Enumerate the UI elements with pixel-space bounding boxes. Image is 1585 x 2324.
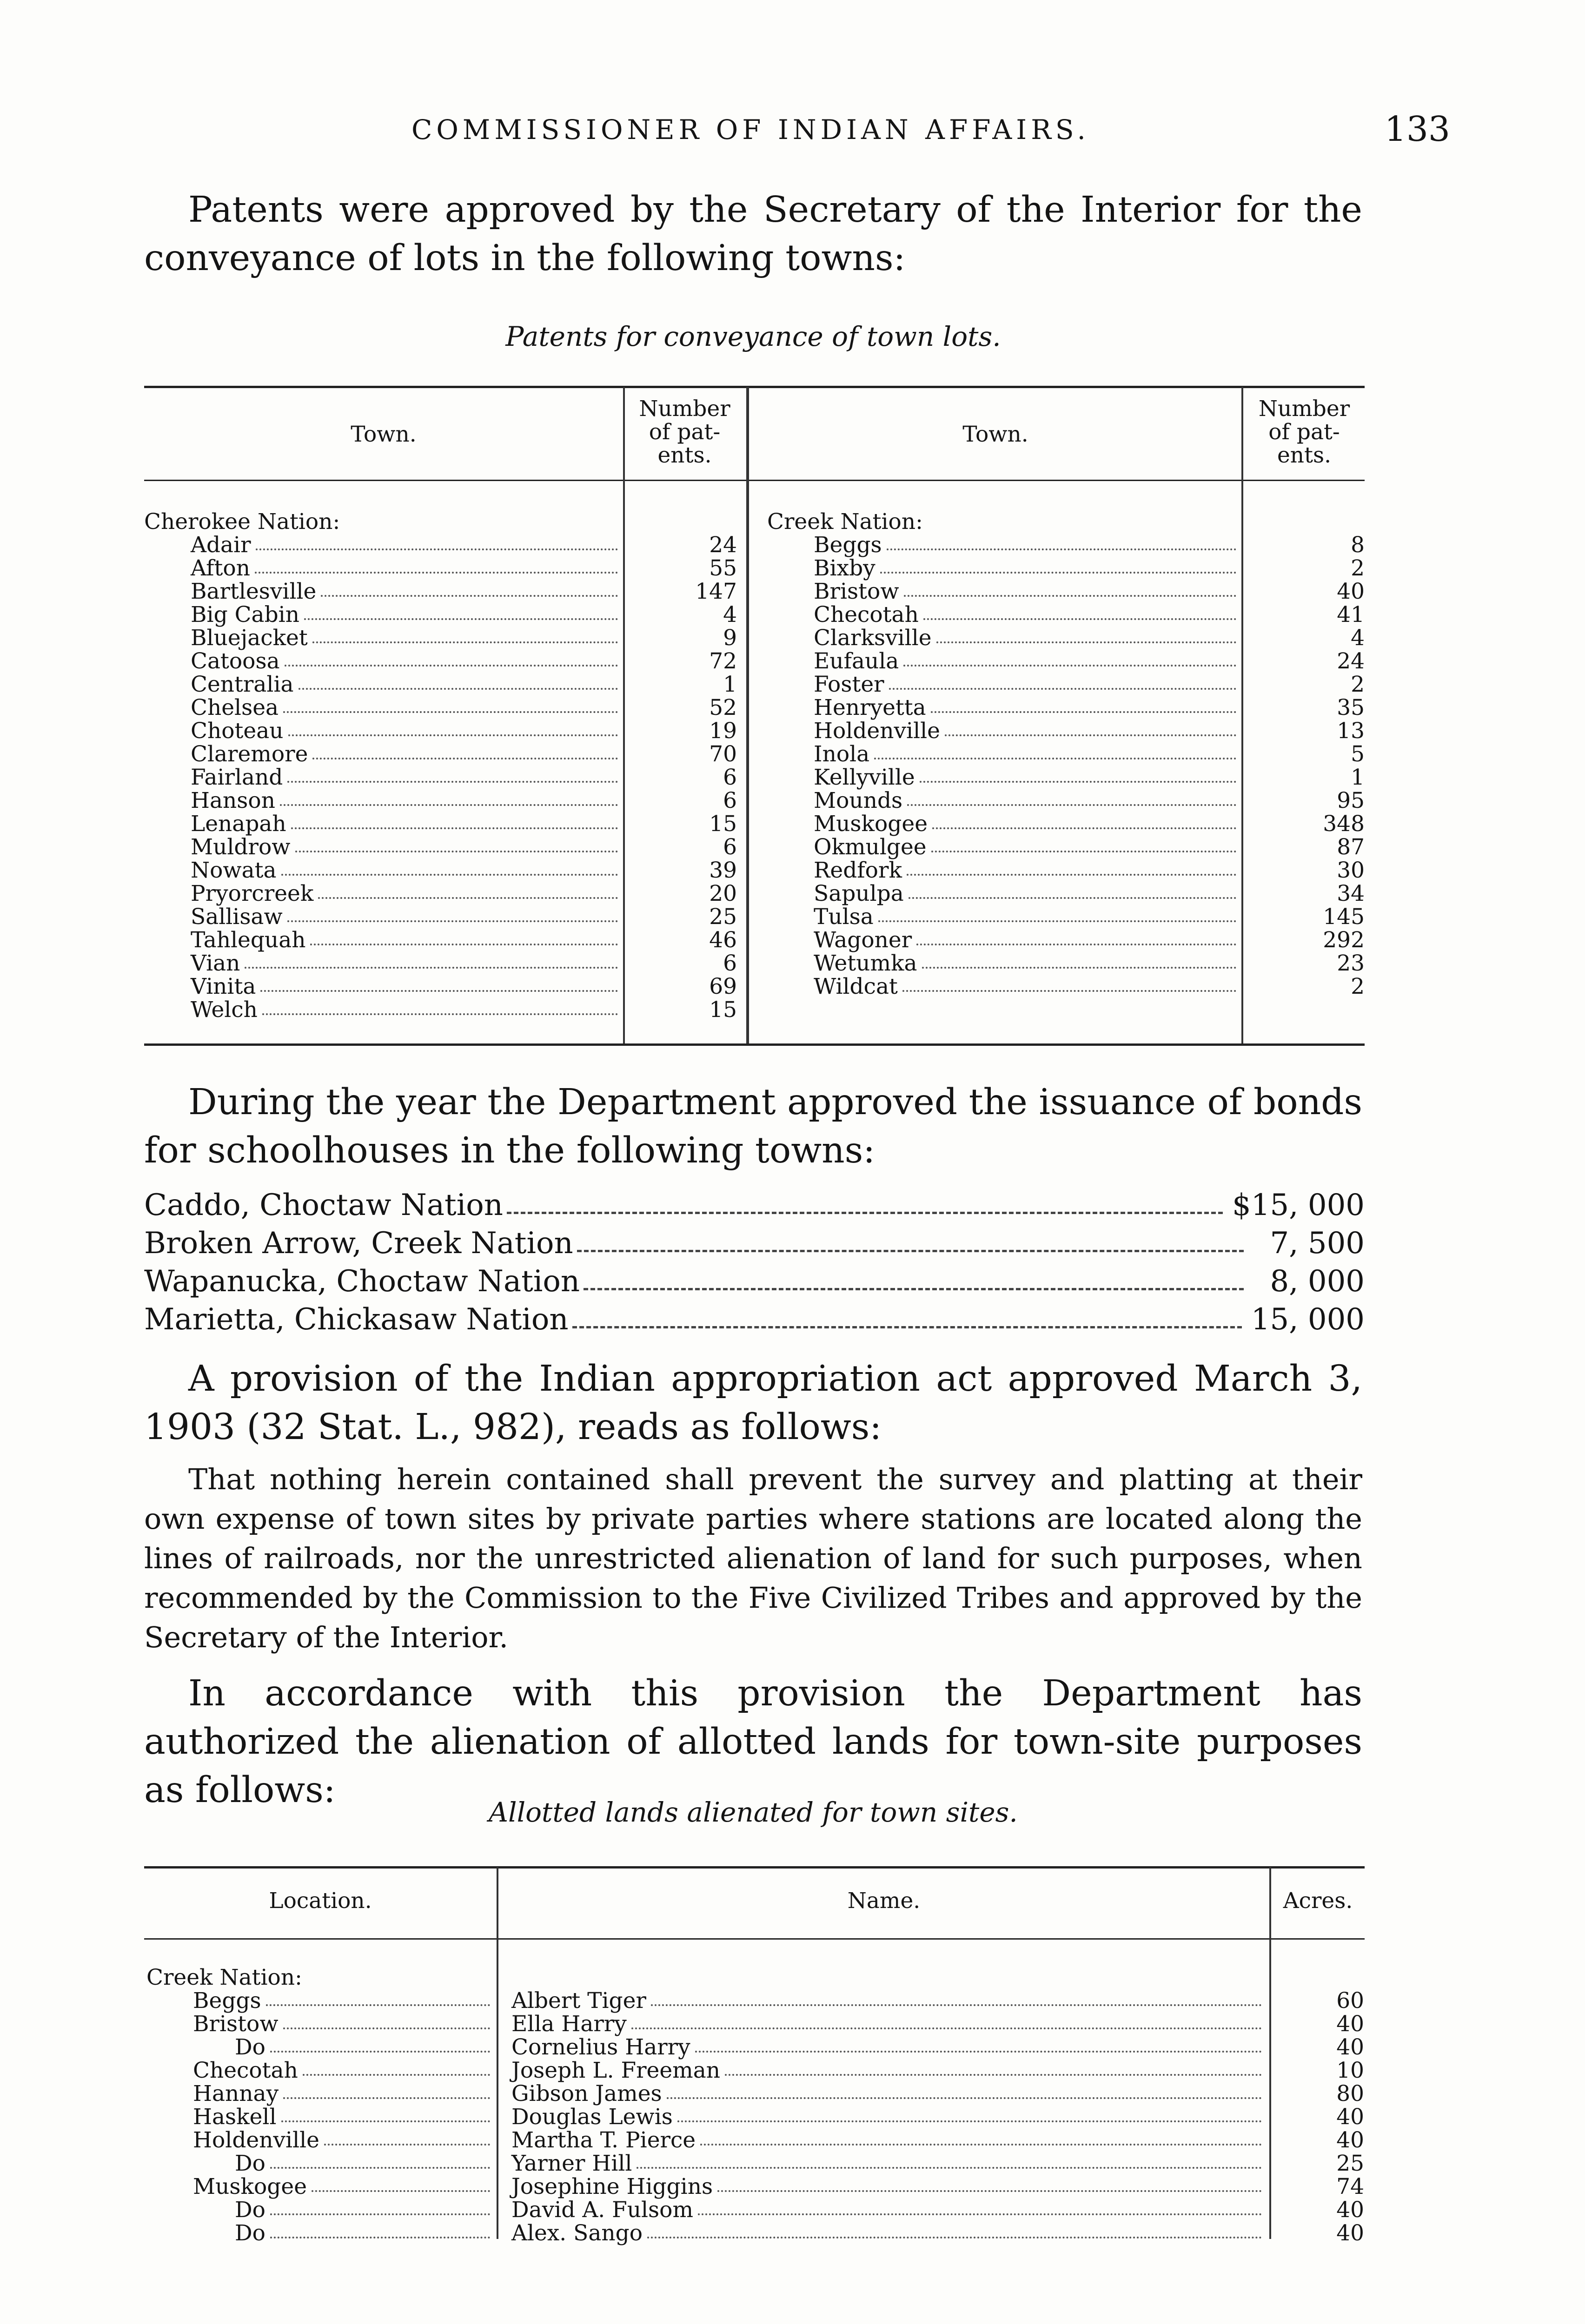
dot-leader [717,2175,1262,2192]
dot-leader [270,2036,490,2053]
town-row-label: Clarksville [814,625,932,651]
location-row [146,1989,493,2013]
name-row [511,2106,1265,2129]
dot-leader [889,673,1236,690]
town-row-label: Chelsea [191,695,279,720]
town-row-label: Claremore [191,741,308,767]
town-row-label: Bixby [814,555,875,581]
dot-leader [285,650,618,667]
location-row-label: Beggs [193,1988,261,2014]
town-row [144,905,621,929]
patent-count: 41 [1337,602,1365,627]
location-row [146,2199,493,2222]
town-row [144,766,621,789]
patent-count: 8 [1351,532,1365,558]
town-row [144,952,621,975]
town-row-label: Wagoner [814,927,912,953]
town-row [144,673,621,696]
town-row [144,836,621,859]
town-row-label: Wetumka [814,951,917,976]
dot-leader [310,929,618,945]
name-row [511,2199,1265,2222]
name-row [511,2059,1265,2082]
town-row-label: Choteau [191,718,284,744]
table-divider [623,387,625,1043]
town-row [144,929,621,952]
patent-count: 34 [1337,881,1365,906]
patent-count: 292 [1323,927,1365,953]
patent-count: 145 [1323,904,1365,930]
town-row-label: Catoosa [191,648,280,674]
town-row-label: Pryorcreek [191,881,314,906]
dot-leader [291,812,618,829]
patent-count: 24 [1337,648,1365,674]
acres-column [1271,1989,1364,2245]
acres-value: 40 [1336,2034,1364,2060]
town-row [144,812,621,836]
dot-leader [695,2036,1262,2053]
table-top-rule [144,386,1365,388]
location-row [146,2222,493,2245]
creek-count-column [1244,534,1365,998]
accordance-paragraph: In accordance with this provision the Department has authorized the alienation of allotted lands for town-site purposes as follows: [144,1673,1362,1811]
name-column [511,1989,1265,2245]
town-row [144,534,621,557]
patent-count: 23 [1337,951,1365,976]
name-row-label: Martha T. Pierce [511,2127,696,2153]
location-row [146,2129,493,2152]
dot-leader [283,2082,490,2099]
group-heading-creek: Creek Nation: [767,509,923,535]
dot-leader [283,2013,490,2029]
dot-leader [287,766,618,783]
patent-count: 348 [1323,811,1365,837]
dot-leader [288,720,618,736]
dot-leader [270,2222,490,2238]
dot-leader [923,603,1236,620]
town-row [767,743,1239,766]
bond-row [144,1224,1365,1262]
location-row-label: Do [235,2220,265,2246]
patents-table-caption: Patents for conveyance of town lots. [505,321,1001,352]
patent-count: 2 [1351,672,1365,697]
dot-leader [931,696,1236,713]
town-row [767,720,1239,743]
town-row-label: Checotah [814,602,919,627]
acres-value: 40 [1336,2127,1364,2153]
patent-count: 30 [1337,858,1365,883]
town-row [144,603,621,627]
table-divider [1241,387,1243,1043]
dot-leader [283,696,618,713]
patent-count: 4 [1351,625,1365,651]
dot-leader [677,2106,1262,2122]
dot-leader [936,627,1236,643]
town-row [767,812,1239,836]
town-row-label: Vinita [191,974,256,999]
dot-leader [667,2082,1262,2099]
location-row [146,2082,493,2106]
location-row [146,2059,493,2082]
name-row [511,2036,1265,2059]
dot-leader [922,952,1236,969]
patent-count: 147 [695,579,737,604]
patent-count: 4 [723,602,737,627]
acres-value: 60 [1336,1988,1364,2014]
town-row-label: Inola [814,741,870,767]
name-row [511,2175,1265,2199]
dot-leader [651,1989,1262,2006]
town-row [144,743,621,766]
patent-count: 69 [709,974,737,999]
dot-leader [245,952,618,969]
town-row-label: Bartlesville [191,579,317,604]
town-row [767,859,1239,882]
location-row-label: Checotah [193,2058,298,2083]
acres-value: 80 [1336,2081,1364,2106]
location-row-label: Hannay [193,2081,279,2106]
dot-leader [637,2152,1262,2169]
patent-count: 5 [1351,741,1365,767]
acres-value: 40 [1336,2220,1364,2246]
patent-count: 55 [709,555,737,581]
name-row [511,2013,1265,2036]
page-number: 133 [1384,109,1450,149]
bond-place: Caddo, Choctaw Nation [144,1188,503,1222]
acres-value: 40 [1336,2197,1364,2223]
dot-leader [647,2222,1262,2238]
name-row-label: Yarner Hill [511,2151,632,2176]
bond-row [144,1262,1365,1301]
town-row [144,627,621,650]
town-row-label: Foster [814,672,884,697]
patent-count: 15 [709,811,737,837]
town-row [144,580,621,603]
patent-count: 70 [709,741,737,767]
dot-leader [312,2175,490,2192]
town-row [767,836,1239,859]
dash-leader [584,1262,1244,1290]
town-row [144,882,621,905]
location-row-label: Bristow [193,2011,279,2037]
town-row [767,905,1239,929]
dot-leader [295,836,618,852]
dash-leader [507,1186,1223,1214]
dot-leader [256,534,618,550]
header-acres: Acres. [1283,1888,1353,1914]
dot-leader [281,2106,491,2122]
town-row-label: Fairland [191,765,283,790]
table-divider [497,1867,498,2239]
name-row-label: Ella Harry [511,2011,627,2037]
town-row-label: Kellyville [814,765,915,790]
patent-count: 6 [723,765,737,790]
table-divider [746,387,749,1043]
location-row-label: Do [235,2034,265,2060]
dot-leader [281,859,618,876]
dot-leader [304,603,618,620]
name-row-label: Cornelius Harry [511,2034,690,2060]
town-row-label: Tulsa [814,904,874,930]
location-column [146,1966,493,2245]
dot-leader [932,812,1236,829]
dot-leader [270,2152,490,2169]
table-top-rule [144,1866,1365,1868]
name-row [511,2152,1265,2175]
town-row-label: Bristow [814,579,899,604]
dot-leader [266,1989,490,2006]
patent-count: 1 [723,672,737,697]
dot-leader [270,2199,490,2215]
dot-leader [260,975,618,992]
town-row-label: Redfork [814,858,902,883]
town-row-label: Henryetta [814,695,926,720]
town-row [767,603,1239,627]
town-row-label: Bluejacket [191,625,308,651]
patent-count: 9 [723,625,737,651]
town-row-label: Muskogee [814,811,928,837]
bond-amount: 7, 500 [1270,1226,1365,1261]
dash-leader [577,1224,1244,1252]
dot-leader [931,836,1236,852]
bond-amount: $15, 000 [1232,1188,1365,1222]
cherokee-count-column [625,534,737,1022]
dot-leader [878,905,1236,922]
patent-count: 6 [723,834,737,860]
town-row-label: Adair [191,532,251,558]
patent-count: 39 [709,858,737,883]
dash-leader [572,1301,1242,1328]
town-row-label: Beggs [814,532,882,558]
dot-leader [631,2013,1262,2029]
dot-leader [920,766,1236,783]
patent-count: 1 [1351,765,1365,790]
location-row-label: Do [235,2197,265,2223]
town-row-label: Nowata [191,858,277,883]
alienated-table-caption: Allotted lands alienated for town sites. [489,1796,1018,1828]
patent-count: 2 [1351,974,1365,999]
name-row [511,2222,1265,2245]
dot-leader [280,789,618,806]
bond-row [144,1301,1365,1339]
town-row [144,998,621,1022]
acres-value: 40 [1336,2011,1364,2037]
running-header-title: COMMISSIONER OF INDIAN AFFAIRS. [411,114,1090,145]
bond-place: Broken Arrow, Creek Nation [144,1226,573,1261]
group-heading-creek: Creek Nation: [146,1965,302,1990]
town-row-label: Vian [191,951,240,976]
town-row [767,696,1239,720]
table-bottom-rule [144,1043,1365,1046]
town-row [144,696,621,720]
patent-count: 24 [709,532,737,558]
name-row-label: Douglas Lewis [511,2104,673,2130]
location-row [146,2106,493,2129]
town-row [767,580,1239,603]
intro-paragraph: Patents were approved by the Secretary of the Interior for the conveyance of lots in the following towns: [144,189,1362,279]
patent-count: 25 [709,904,737,930]
dot-leader [725,2059,1262,2076]
dot-leader [324,2129,490,2146]
patent-count: 87 [1337,834,1365,860]
patent-count: 20 [709,881,737,906]
town-row-label: Big Cabin [191,602,299,627]
patent-count: 40 [1337,579,1365,604]
town-row [767,673,1239,696]
name-row-label: Gibson James [511,2081,662,2106]
dot-leader [945,720,1236,736]
patent-count: 6 [723,788,737,813]
town-row [767,789,1239,812]
name-row-label: Josephine Higgins [511,2174,713,2199]
location-row [146,2152,493,2175]
patent-count: 95 [1337,788,1365,813]
dot-leader [318,882,618,899]
town-row-label: Lenapah [191,811,286,837]
dot-leader [874,743,1236,759]
dot-leader [916,929,1236,945]
town-row-label: Welch [191,997,258,1023]
dot-leader [909,882,1236,899]
town-row [767,929,1239,952]
location-row [146,2175,493,2199]
header-location: Location. [269,1888,372,1914]
town-row-label: Wildcat [814,974,898,999]
group-heading-cherokee: Cherokee Nation: [144,509,340,535]
town-row-label: Eufaula [814,648,899,674]
header-name: Name. [847,1888,921,1914]
town-row [144,557,621,580]
town-row [144,975,621,998]
dot-leader [907,789,1236,806]
town-row [767,975,1239,998]
dot-leader [907,859,1236,876]
town-row [767,882,1239,905]
bond-row [144,1186,1365,1224]
dot-leader [312,743,618,759]
location-row-label: Do [235,2151,265,2176]
table-header-rule [144,480,1365,481]
town-row-label: Holdenville [814,718,940,744]
name-row-label: David A. Fulsom [511,2197,694,2223]
town-row [767,627,1239,650]
town-row-label: Sallisaw [191,904,283,930]
town-row-label: Afton [191,555,250,581]
town-row [767,557,1239,580]
name-row [511,1989,1265,2013]
town-row-label: Muldrow [191,834,291,860]
dot-leader [312,627,618,643]
bonds-paragraph: During the year the Department approved the issuance of bonds for schoolhouses in the following towns: [144,1082,1362,1171]
acres-value: 25 [1336,2151,1364,2176]
table-header-rule [144,1938,1365,1940]
patent-count: 6 [723,951,737,976]
name-row [511,2082,1265,2106]
name-row [511,2129,1265,2152]
dot-leader [904,580,1236,597]
town-row-label: Mounds [814,788,903,813]
dot-leader [902,975,1236,992]
dot-leader [303,2059,490,2076]
town-row [767,650,1239,673]
location-row-label: Muskogee [193,2174,307,2199]
patent-count: 15 [709,997,737,1023]
creek-town-list [767,510,1239,998]
dot-leader [255,557,618,574]
dot-leader [298,673,618,690]
location-row-label: Haskell [193,2104,277,2130]
dot-leader [887,534,1236,550]
acres-value: 10 [1336,2058,1364,2083]
town-row-label: Centralia [191,672,294,697]
location-row [146,2013,493,2036]
dot-leader [321,580,618,597]
town-row [767,766,1239,789]
header-town-left: Town. [351,422,417,447]
running-header [144,109,1450,156]
town-row [144,789,621,812]
town-row-label: Tahlequah [191,927,306,953]
name-row-label: Joseph L. Freeman [511,2058,721,2083]
town-row-label: Sapulpa [814,881,904,906]
patent-count: 13 [1337,718,1365,744]
bond-amount: 15, 000 [1251,1302,1365,1337]
town-row-label: Hanson [191,788,275,813]
dot-leader [903,650,1236,667]
town-row [144,650,621,673]
town-row [767,534,1239,557]
cherokee-town-list [144,510,621,1022]
header-town-right: Town. [962,422,1028,447]
town-row [144,859,621,882]
header-number-left: Number of pat- ents. [639,396,730,468]
bond-place: Wapanucka, Choctaw Nation [144,1264,580,1299]
dot-leader [262,998,618,1015]
dot-leader [880,557,1236,574]
provision-paragraph: A provision of the Indian appropriation act approved March 3, 1903 (32 Stat. L., 982), reads as follows: [144,1358,1362,1448]
patent-count: 72 [709,648,737,674]
bond-place: Marietta, Chickasaw Nation [144,1302,569,1337]
town-row [144,720,621,743]
patent-count: 19 [709,718,737,744]
name-row-label: Alex. Sango [511,2220,643,2246]
town-row-label: Okmulgee [814,834,927,860]
acres-value: 74 [1336,2174,1364,2199]
header-number-right: Number of pat- ents. [1258,396,1350,468]
provision-quote: That nothing herein contained shall prevent the survey and platting at their own expense of town sites by private parties where stations are located along the lines of railroads, nor the unrestricted alienation of land for such purposes, when recommended by the Commission to the Five Civilized Tribes and approved by the Secretary of the Interior. [144,1462,1362,1654]
acres-value: 40 [1336,2104,1364,2130]
dot-leader [700,2129,1262,2146]
name-row-label: Albert Tiger [511,1988,646,2014]
dot-leader [287,905,618,922]
bond-amount: 8, 000 [1270,1264,1365,1299]
patent-count: 46 [709,927,737,953]
location-row-label: Holdenville [193,2127,319,2153]
patent-count: 2 [1351,555,1365,581]
patent-count: 52 [709,695,737,720]
town-row [767,952,1239,975]
location-row [146,2036,493,2059]
patent-count: 35 [1337,695,1365,720]
dot-leader [698,2199,1262,2215]
